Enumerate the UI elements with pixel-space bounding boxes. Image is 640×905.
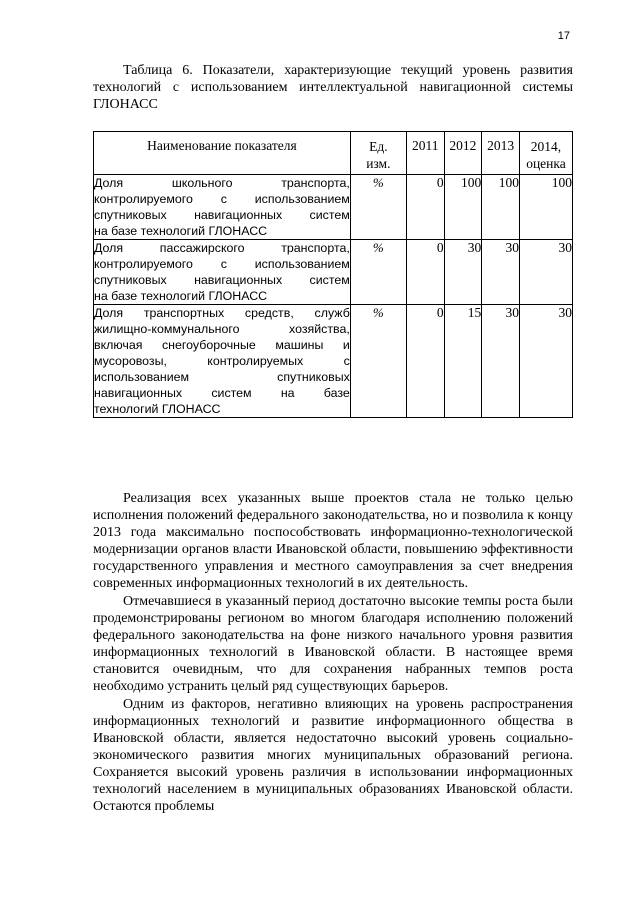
table-row xyxy=(94,240,573,305)
row-value-2013: 100 xyxy=(482,175,520,240)
row-value-2012: 15 xyxy=(444,305,482,418)
table-row xyxy=(94,305,573,418)
row-value-2014: 30 xyxy=(519,305,572,418)
row-value-2012: 100 xyxy=(444,175,482,240)
row-value-2014: 30 xyxy=(519,240,572,305)
row-name: Доля пассажирского транспорта, контролируемого с использованием спутниковых навигационных систем на базе технологий ГЛОНАСС xyxy=(94,241,350,303)
table-header-row xyxy=(94,132,573,175)
row-unit: % xyxy=(350,240,406,305)
indicators-table xyxy=(93,131,573,418)
paragraph: Отмечавшиеся в указанный период достаточно высокие темпы роста были продемонстрированы регионом во многом благодаря исполнению положений федерального законодательства на фоне низкого начального уровня развития информационных технологий в Ивановской области. В настоящее время становится очевидным, что для сохранения набранных темпов роста необходимо устранить целый ряд существующих барьеров. xyxy=(93,594,573,694)
table-row xyxy=(94,175,573,240)
row-name: Доля школьного транспорта, контролируемого с использованием спутниковых навигационных систем на базе технологий ГЛОНАСС xyxy=(94,176,350,238)
page-number: 17 xyxy=(557,30,570,42)
header-2013: 2013 xyxy=(482,132,520,175)
paragraph: Реализация всех указанных выше проектов стала не только целью исполнения положений федерального законодательства, но и позволила к концу 2013 года максимально поспособствовать информационно-технологической модернизации органов власти Ивановской области, повышению эффективности государственного управления и местного самоуправления за счет внедрения современных информационных технологий в их деятельность. xyxy=(93,491,573,591)
table-caption: Таблица 6. Показатели, характеризующие текущий уровень развития технологий с использованием интеллектуальной навигационной системы ГЛОНАСС xyxy=(93,63,573,112)
header-name: Наименование показателя xyxy=(94,132,351,175)
header-unit: Ед. изм. xyxy=(350,132,406,175)
row-value-2013: 30 xyxy=(482,240,520,305)
row-value-2014: 100 xyxy=(519,175,572,240)
row-unit: % xyxy=(350,305,406,418)
row-value-2011: 0 xyxy=(406,305,444,418)
header-2011: 2011 xyxy=(406,132,444,175)
row-name: Доля транспортных средств, служб жилищно-коммунального хозяйства, включая снегоуборочные машины и мусоровозы, контролируемых с использованием спутниковых навигационных систем на базе технологий ГЛОНАСС xyxy=(94,306,350,416)
row-value-2011: 0 xyxy=(406,240,444,305)
header-2014: 2014, оценка xyxy=(519,132,572,175)
row-unit: % xyxy=(350,175,406,240)
paragraph: Одним из факторов, негативно влияющих на уровень распространения информационных технологий и развитие информационного общества в Ивановской области, является недостаточно высокий уровень социально-экономического развития многих муниципальных образований региона. Сохраняется высокий уровень различия в использовании информационных технологий населением в муниципальных образованиях Ивановской области. Остаются проблемы xyxy=(93,697,573,814)
header-2012: 2012 xyxy=(444,132,482,175)
row-value-2011: 0 xyxy=(406,175,444,240)
body-text xyxy=(93,490,573,815)
row-value-2012: 30 xyxy=(444,240,482,305)
row-value-2013: 30 xyxy=(482,305,520,418)
